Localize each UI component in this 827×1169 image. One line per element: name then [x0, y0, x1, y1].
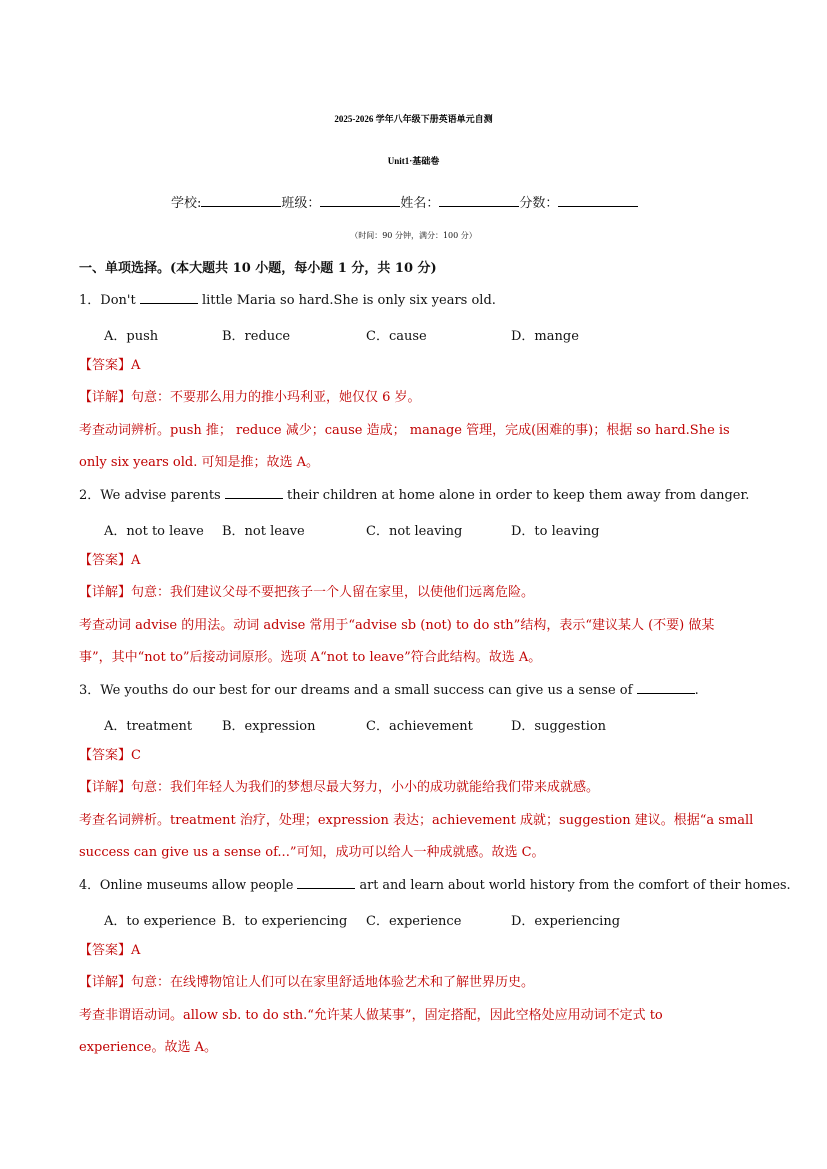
- option-b: B．expression: [222, 719, 316, 734]
- question-4-stem: [79, 876, 791, 896]
- score-blank: [558, 194, 638, 207]
- stem-text: their children at home alone in order to keep them away from danger.: [287, 488, 750, 503]
- info-fields-row: [171, 194, 638, 214]
- name-label: 姓名：: [400, 196, 440, 211]
- question-3-stem: [79, 681, 699, 701]
- explanation: 【详解】句意：在线博物馆让人们可以在家里舒适地体验艺术和了解世界历史。: [79, 975, 535, 990]
- explanation: 【详解】句意：我们建议父母不要把孩子一个人留在家里，以使他们远离危险。: [79, 585, 535, 600]
- option-d: D．to leaving: [511, 524, 600, 539]
- option-d: D．suggestion: [511, 719, 607, 734]
- analysis-line-2: experience。故选 A。: [79, 1040, 217, 1055]
- question-1-stem: [79, 291, 496, 311]
- analysis-line-2: only six years old. 可知是推；故选 A。: [79, 455, 320, 470]
- class-label: 班级：: [281, 196, 321, 211]
- option-d: D．experiencing: [511, 914, 621, 929]
- explanation: 【详解】句意：我们年轻人为我们的梦想尽最大努力，小小的成功就能给我们带来成就感。: [79, 780, 600, 795]
- option-c: C．not leaving: [366, 524, 463, 539]
- score-label: 分数：: [519, 196, 559, 211]
- stem-text: art and learn about world history from the comfort of their homes.: [359, 878, 791, 893]
- stem-text: Don't: [100, 293, 136, 308]
- school-blank: [201, 194, 281, 207]
- stem-text: We advise parents: [100, 488, 221, 503]
- answer-blank: [637, 681, 695, 694]
- analysis-line-2: 事”，其中“not to”后接动词原形。选项 A“not to leave”符合此结构。故选 A。: [79, 650, 542, 665]
- stem-text: little Maria so hard.She is only six years old.: [201, 293, 496, 308]
- option-a: A．treatment: [104, 719, 193, 734]
- option-c: C．experience: [366, 914, 462, 929]
- option-c: C．achievement: [366, 719, 473, 734]
- option-a: A．to experience: [104, 914, 217, 929]
- option-a: A．push: [104, 329, 159, 344]
- analysis-line-1: 考查名词辨析。treatment 治疗，处理；expression 表达；achievement 成就；suggestion 建议。根据“a small: [79, 813, 754, 828]
- school-label: 学校:: [171, 196, 202, 211]
- option-b: B．not leave: [222, 524, 305, 539]
- stem-text: .: [694, 683, 699, 698]
- question-2-stem: [79, 486, 749, 506]
- analysis-line-1: 考查非谓语动词。allow sb. to do sth.“允许某人做某事”，固定搭配，因此空格处应用动词不定式 to: [79, 1008, 663, 1023]
- explanation: 【详解】句意：不要那么用力的推小玛利亚，她仅仅 6 岁。: [79, 390, 421, 405]
- option-c: C．cause: [366, 329, 427, 344]
- class-blank: [320, 194, 400, 207]
- answer-blank: [297, 876, 355, 889]
- answer-label: 【答案】C: [79, 748, 141, 763]
- analysis-line-2: success can give us a sense of...”可知，成功可以给人一种成就感。故选 C。: [79, 845, 545, 860]
- answer-label: 【答案】A: [79, 553, 141, 568]
- stem-text: Online museums allow people: [99, 878, 294, 893]
- option-b: B．to experiencing: [222, 914, 348, 929]
- analysis-line-1: 考查动词辨析。push 推； reduce 减少；cause 造成； manage 管理，完成(困难的事)；根据 so hard.She is: [79, 423, 730, 438]
- answer-label: 【答案】A: [79, 358, 141, 373]
- option-a: A．not to leave: [104, 524, 204, 539]
- question-number: 3．: [79, 683, 101, 698]
- question-number: 2．: [79, 488, 101, 503]
- name-blank: [439, 194, 519, 207]
- option-d: D．mange: [511, 329, 579, 344]
- time-note: （时间：90 分钟，满分：100 分）: [350, 231, 477, 240]
- question-number: 4．: [79, 878, 100, 893]
- page-subtitle: Unit1·基础卷: [387, 156, 440, 166]
- question-number: 1．: [79, 293, 101, 308]
- option-b: B．reduce: [222, 329, 291, 344]
- stem-text: We youths do our best for our dreams and a small success can give us a sense of: [100, 683, 633, 698]
- answer-label: 【答案】A: [79, 943, 141, 958]
- page-title: 2025-2026 学年八年级下册英语单元自测: [334, 114, 493, 124]
- section-heading: 一、单项选择。(本大题共 10 小题，每小题 1 分，共 10 分): [79, 261, 437, 276]
- answer-blank: [225, 486, 283, 499]
- answer-blank: [140, 291, 198, 304]
- analysis-line-1: 考查动词 advise 的用法。动词 advise 常用于“advise sb (not) to do sth”结构，表示“建议某人 (不要) 做某: [79, 618, 715, 633]
